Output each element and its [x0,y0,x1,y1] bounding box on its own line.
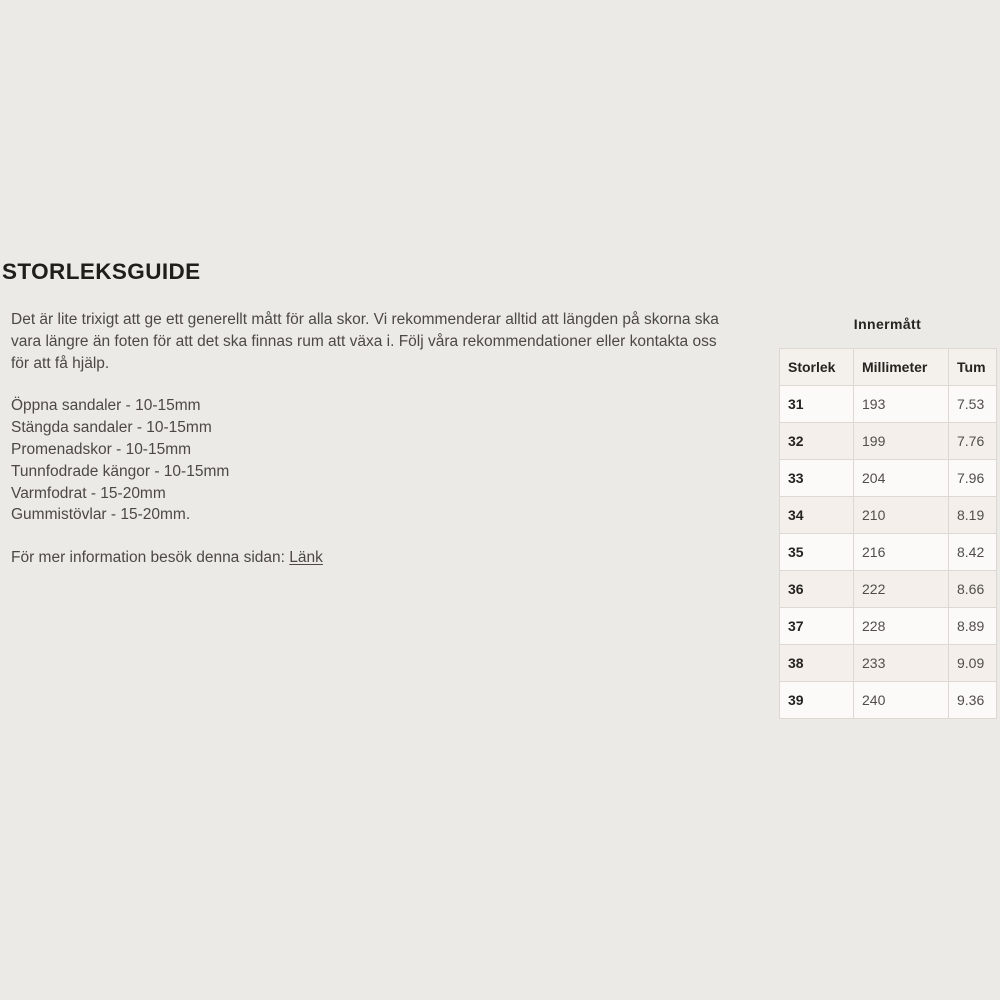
millimeter-cell: 199 [854,423,949,460]
recommendation-item: Promenadskor - 10-15mm [11,440,192,458]
page-title: STORLEKSGUIDE [2,259,201,284]
table-row [780,608,997,645]
tum-cell: 7.96 [949,460,997,497]
column-header-storlek: Storlek [780,349,854,386]
table-row [780,423,997,460]
tum-cell: 8.66 [949,571,997,608]
storlek-cell: 39 [780,682,854,719]
storlek-cell: 35 [780,534,854,571]
storlek-cell: 34 [780,497,854,534]
recommendation-item: Varmfodrat - 15-20mm [11,484,166,502]
tum-cell: 8.42 [949,534,997,571]
recommendation-item: Stängda sandaler - 10-15mm [11,419,212,437]
storlek-cell: 37 [780,608,854,645]
millimeter-cell: 210 [854,497,949,534]
tum-cell: 9.09 [949,645,997,682]
more-info-link[interactable]: Länk [289,549,323,567]
table-row [780,571,997,608]
more-info-text: För mer information besök denna sidan: [11,549,285,567]
millimeter-cell: 228 [854,608,949,645]
table-row [780,534,997,571]
size-table [779,348,997,719]
millimeter-cell: 204 [854,460,949,497]
millimeter-cell: 216 [854,534,949,571]
storlek-cell: 33 [780,460,854,497]
table-row [780,497,997,534]
storlek-cell: 32 [780,423,854,460]
inner-measurement-panel [779,316,996,719]
millimeter-cell: 222 [854,571,949,608]
millimeter-cell: 193 [854,386,949,423]
table-row [780,682,997,719]
storlek-cell: 36 [780,571,854,608]
column-header-tum: Tum [949,349,997,386]
column-header-millimeter: Millimeter [854,349,949,386]
recommendations-list [11,395,735,526]
table-row [780,386,997,423]
recommendation-item: Tunnfodrade kängor - 10-15mm [11,462,230,480]
tum-cell: 8.19 [949,497,997,534]
millimeter-cell: 233 [854,645,949,682]
millimeter-cell: 240 [854,682,949,719]
recommendation-item: Öppna sandaler - 10-15mm [11,397,201,415]
tum-cell: 7.76 [949,423,997,460]
size-guide-text-column [11,309,735,590]
storlek-cell: 38 [780,645,854,682]
table-row [780,645,997,682]
more-info-line [11,547,735,569]
storlek-cell: 31 [780,386,854,423]
table-row [780,460,997,497]
size-table-header-row [780,349,997,386]
intro-paragraph: Det är lite trixigt att ge ett generellt mått för alla skor. Vi rekommenderar alltid att längden på skorna ska vara längre än foten för att det ska finnas rum att växa i. Följ våra rekommendationer eller kontakta oss för att få hjälp. [11,311,719,372]
tum-cell: 7.53 [949,386,997,423]
recommendation-item: Gummistövlar - 15-20mm. [11,506,191,524]
tum-cell: 8.89 [949,608,997,645]
size-table-title: Innermått [853,316,922,332]
tum-cell: 9.36 [949,682,997,719]
